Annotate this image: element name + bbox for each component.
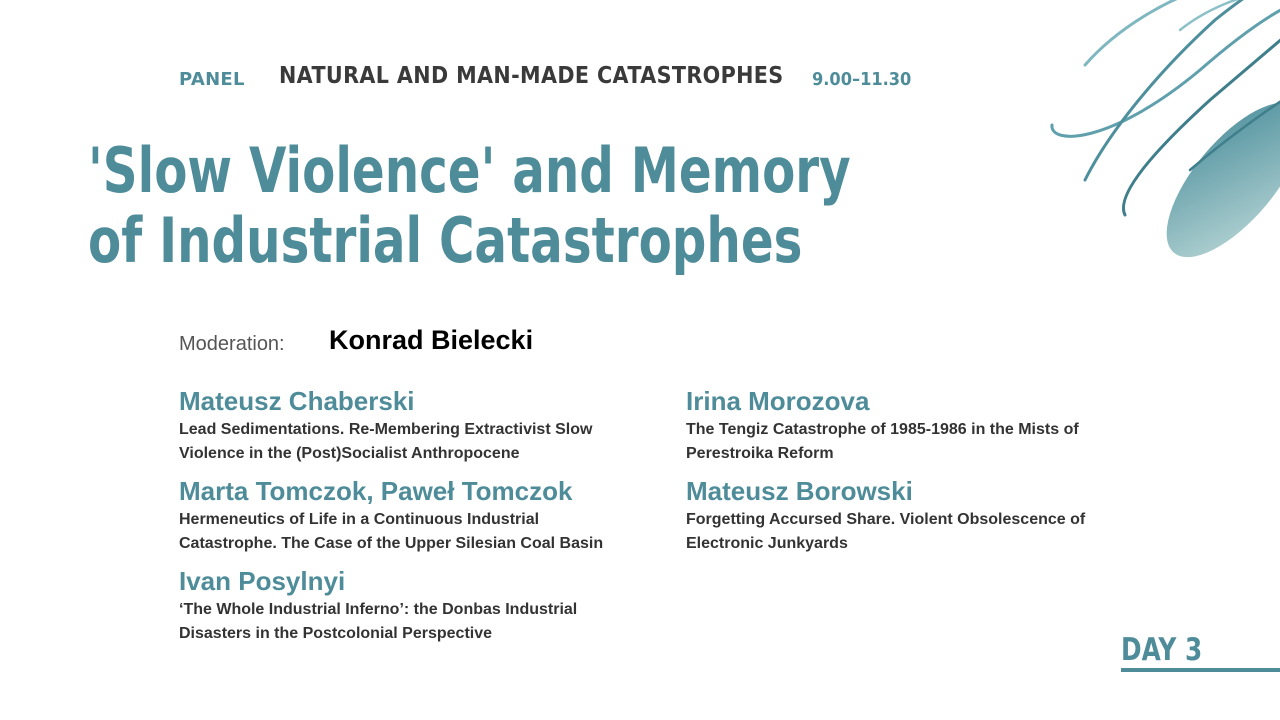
speaker-block <box>686 386 1146 465</box>
talk-title: ‘The Whole Industrial Inferno’: the Donbas Industrial Disasters in the Postcolonial Perspective <box>179 601 578 642</box>
speaker-block <box>686 476 1146 555</box>
speaker-block <box>179 476 639 555</box>
talk-title: Forgetting Accursed Share. Violent Obsolescence of Electronic Junkyards <box>686 511 1086 552</box>
speaker-name: Mateusz Chaberski <box>179 386 415 416</box>
speaker-block <box>179 566 639 645</box>
speaker-block <box>179 386 639 465</box>
panel-time: 9.00–11.30 <box>812 69 912 90</box>
panel-name: NATURAL AND MAN-MADE CATASTROPHES <box>279 63 784 89</box>
day-underline <box>1121 668 1280 672</box>
speaker-name: Ivan Posylnyi <box>179 566 346 596</box>
day-label: DAY 3 <box>1121 632 1203 668</box>
speaker-name: Marta Tomczok, Paweł Tomczok <box>179 476 573 506</box>
title-line-2: of Industrial Catastrophes <box>88 204 803 277</box>
speaker-name: Irina Morozova <box>686 386 870 416</box>
panel-label: PANEL <box>179 69 245 90</box>
decorative-scribble <box>1040 0 1280 270</box>
talk-title: The Tengiz Catastrophe of 1985-1986 in the Mists of Perestroika Reform <box>686 421 1079 462</box>
talk-title: Hermeneutics of Life in a Continuous Industrial Catastrophe. The Case of the Upper Silesian Coal Basin <box>179 511 604 552</box>
moderation-label: Moderation: <box>179 333 285 355</box>
page-title <box>88 136 851 276</box>
moderator-name: Konrad Bielecki <box>329 325 534 355</box>
speaker-name: Mateusz Borowski <box>686 476 913 506</box>
talk-title: Lead Sedimentations. Re-Membering Extractivist Slow Violence in the (Post)Socialist Anthropocene <box>179 421 593 462</box>
title-line-1: 'Slow Violence' and Memory <box>88 134 851 207</box>
